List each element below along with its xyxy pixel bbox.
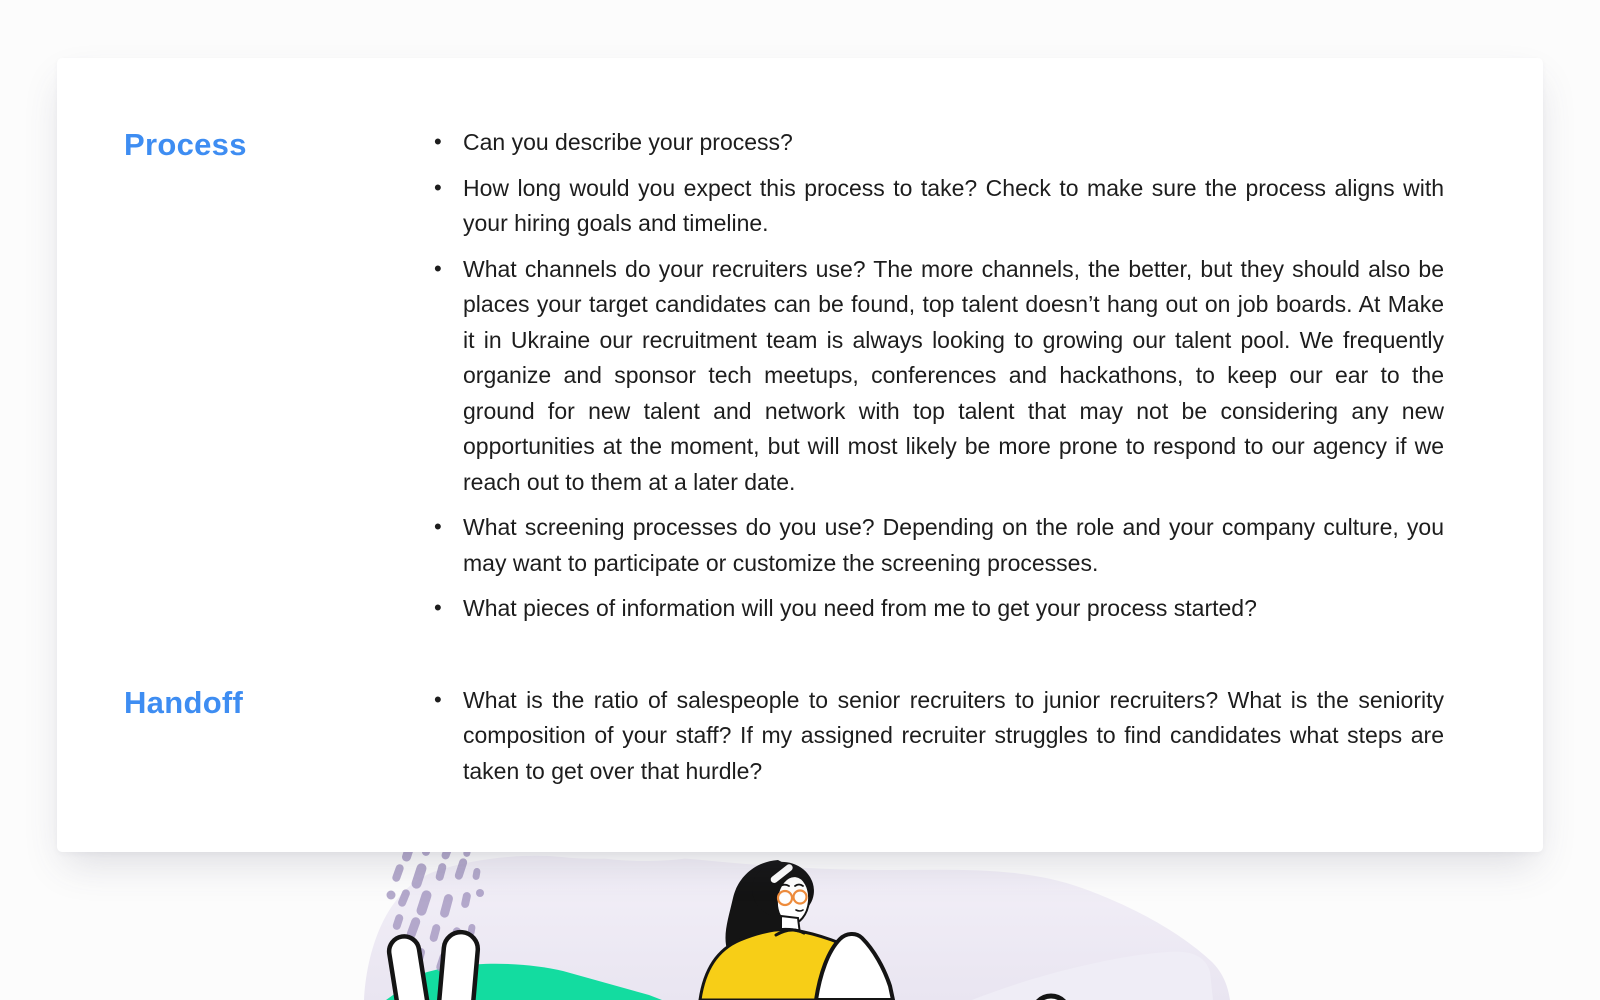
question-item — [432, 683, 1444, 790]
bullet-icon: • — [434, 514, 442, 539]
question-item — [432, 591, 1444, 627]
question-text: Can you describe your process? — [463, 129, 793, 155]
question-list-process — [432, 125, 1444, 627]
bullet-icon: • — [434, 686, 442, 712]
bullet-icon: • — [434, 174, 442, 200]
bullet-icon: • — [434, 255, 442, 281]
question-item — [432, 252, 1444, 501]
question-text: What channels do your recruiters use? The more channels, the better, but they should also be places your target candidates can be found, top talent doesn’t hang out on job boards. At Make it in Ukraine our recruitment team is always looking to growing our talent pool. We frequently organize and sponsor tech meetups, conferences and hackathons, to keep our ear to the ground for new talent and network with top talent that may not be considering any new opportunities at the moment, but will most likely be more prone to respond to our agency if we reach out to them at a later date. — [463, 255, 1444, 495]
bullet-icon: • — [434, 129, 442, 154]
question-text: What pieces of information will you need from me to get your process started? — [463, 595, 1257, 621]
question-list-handoff — [432, 683, 1444, 790]
document-card — [57, 58, 1543, 852]
question-item — [432, 510, 1444, 581]
question-item — [432, 171, 1444, 242]
section-title-handoff: Handoff — [124, 684, 244, 720]
question-text: How long would you expect this process to take? Check to make sure the process aligns with your hiring goals and timeline. — [463, 174, 1444, 236]
section-content-column — [432, 125, 1444, 627]
section-handoff — [124, 683, 1444, 790]
bullet-icon: • — [434, 595, 442, 620]
section-content-column — [432, 683, 1444, 790]
question-text: What is the ratio of salespeople to senior recruiters to junior recruiters? What is the seniority composition of your staff? If my assigned recruiter struggles to find candidates what steps are taken to get over that hurdle? — [463, 686, 1444, 784]
question-text: What screening processes do you use? Depending on the role and your company culture, you may want to participate or customize the screening processes. — [463, 514, 1444, 576]
section-title-column — [124, 683, 432, 720]
section-title-column — [124, 125, 432, 162]
question-item — [432, 125, 1444, 161]
footer-illustration — [0, 840, 1600, 1000]
section-process — [124, 125, 1444, 627]
section-title-process: Process — [124, 127, 247, 162]
